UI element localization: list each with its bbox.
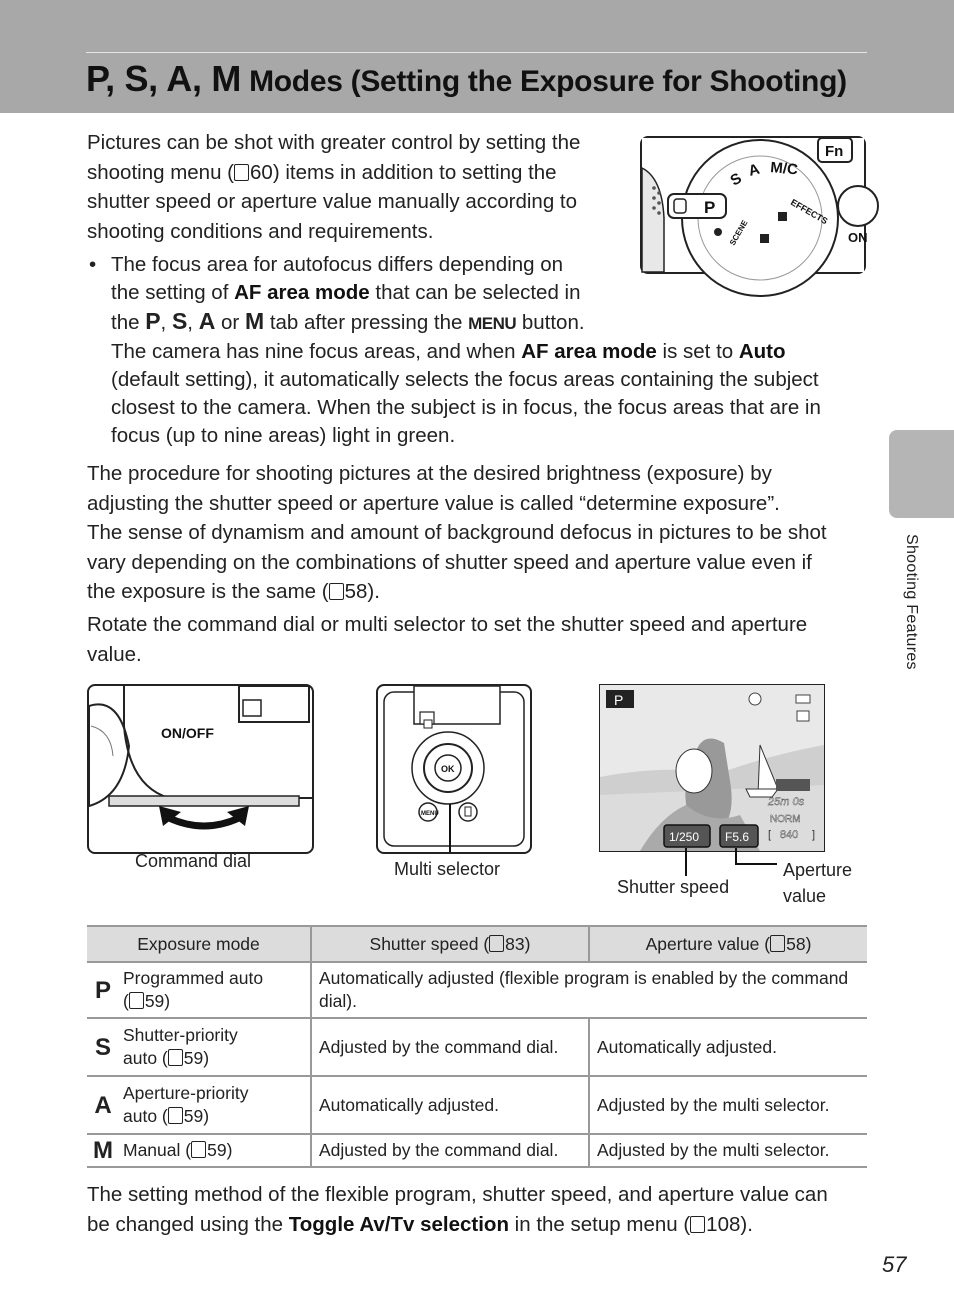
- svg-text:A: A: [746, 160, 762, 180]
- lcd-time: 25m 0s: [768, 796, 805, 808]
- command-dial-caption: Command dial: [135, 851, 252, 871]
- book-ref-icon: [129, 992, 144, 1009]
- book-ref-icon: [168, 1107, 183, 1124]
- mode-s-icon: S: [171, 308, 188, 334]
- aperture-cell: Automatically adjusted.: [589, 1018, 867, 1076]
- lcd-count: 840: [780, 829, 799, 841]
- intro-line: shooting conditions and requirements.: [87, 219, 434, 243]
- table-row: [87, 1018, 867, 1076]
- menu-button-icon: MENU: [468, 314, 517, 333]
- dial-fn: Fn: [825, 143, 844, 160]
- exposure-paragraph: The procedure for shooting pictures at the desired brightness (exposure) by adjusting the shutter speed or aperture value is called “determine exposure”. The sense of dynamism and amount of background defocus in pictures to be shot vary depending on the combinations of shutter speed and aperture value even if the exposure is the same (□ 58).: [87, 459, 877, 607]
- svg-text:M/C: M/C: [769, 159, 799, 179]
- chapter-side-tab: [889, 430, 954, 518]
- onoff-label: ON/OFF: [161, 725, 214, 741]
- aperture-value-caption: Aperture value: [783, 860, 853, 906]
- header-exposure-mode: Exposure mode: [87, 926, 311, 962]
- shutter-cell: Automatically adjusted.: [311, 1076, 589, 1134]
- ok-button-label: OK: [441, 764, 455, 774]
- mode-m-icon: M: [244, 308, 265, 334]
- table-row: [87, 962, 867, 1018]
- exposure-mode-table: [87, 925, 867, 1168]
- mode-p-icon: P: [87, 962, 119, 1018]
- mode-p-icon: P: [145, 308, 161, 334]
- menu-button-label: MENU: [421, 811, 439, 817]
- dial-mode-p: P: [704, 198, 716, 217]
- multi-selector-caption: Multi selector: [394, 859, 501, 879]
- svg-text:[: [: [768, 829, 772, 841]
- header-rule: [86, 52, 867, 53]
- mode-name: Aperture-priority auto (□ 59): [119, 1076, 311, 1134]
- mode-s-icon: S: [87, 1018, 119, 1076]
- toggle-paragraph: The setting method of the flexible program, shutter speed, and aperture value can be changed using the Toggle Av/Tv selection in the setup menu (□ 108).: [87, 1180, 877, 1239]
- mode-m-icon: M: [87, 1134, 119, 1167]
- book-ref-icon: [489, 935, 504, 952]
- mode-name: Programmed auto (□ 59): [119, 962, 311, 1018]
- mode-a-icon: A: [198, 308, 216, 334]
- book-ref-icon: [690, 1216, 705, 1233]
- lcd-screen-illustration: [600, 685, 824, 851]
- book-ref-icon: [234, 164, 249, 181]
- shutter-cell: Adjusted by the command dial.: [311, 1134, 589, 1167]
- table-header-row: [87, 926, 867, 962]
- lcd-aperture-value: F5.6: [725, 830, 750, 844]
- svg-text:]: ]: [812, 829, 816, 841]
- intro-line: shooting menu (□ 60) items in addition to setting the: [87, 158, 617, 188]
- mode-name: Shutter-priority auto (□ 59): [119, 1018, 311, 1076]
- lcd-mode: P: [614, 692, 624, 708]
- book-ref-icon: [329, 583, 344, 600]
- svg-text:SCENE: SCENE: [727, 218, 750, 247]
- bullet-text: The focus area for autofocus differs depending on the setting of AF area mode that can be selected in the P, S, A or M tab after pressing the MENU button. The camera has nine focus areas, and when AF area mode is set to Auto (default setting), it automatically selects the focus areas containing the subject closest to the camera. When the subject is in focus, the focus areas that are in focus (up to nine areas) light in green.: [111, 253, 821, 447]
- dial-on: ON: [848, 230, 868, 245]
- mode-symbols: P, S, A, M: [86, 58, 242, 99]
- intro-line: Pictures can be shot with greater control by setting the: [87, 131, 581, 154]
- mode-a-icon: A: [87, 1076, 119, 1134]
- page-number: 57: [882, 1252, 907, 1277]
- bullet-marker: •: [89, 253, 97, 276]
- book-ref-icon: [168, 1049, 183, 1066]
- chapter-label: Shooting Features: [903, 534, 920, 670]
- mode-name: Manual (□ 59): [119, 1134, 311, 1167]
- shutter-speed-caption: Shutter speed: [617, 877, 730, 897]
- command-dial-figure: [87, 684, 314, 854]
- rotate-paragraph: Rotate the command dial or multi selector to set the shutter speed and aperture value.: [87, 613, 808, 666]
- page-title: [86, 58, 847, 100]
- header-shutter-speed: Shutter speed (□ 83): [311, 926, 589, 962]
- table-row: [87, 1134, 867, 1167]
- book-ref-icon: [191, 1141, 206, 1158]
- shutter-cell: Adjusted by the command dial.: [311, 1018, 589, 1076]
- table-row: [87, 1076, 867, 1134]
- multi-selector-figure: [376, 684, 532, 854]
- multi-selector-illustration: [378, 686, 530, 852]
- lcd-shutter-value: 1/250: [669, 830, 700, 844]
- intro-line: shutter speed or aperture value manually according to: [87, 190, 578, 213]
- svg-text:EFFECTS: EFFECTS: [789, 197, 830, 227]
- title-text: Modes (Setting the Exposure for Shooting): [249, 65, 847, 98]
- aperture-cell: Adjusted by the multi selector.: [589, 1076, 867, 1134]
- aperture-cell: Adjusted by the multi selector.: [589, 1134, 867, 1167]
- lcd-norm: NORM: [770, 814, 801, 825]
- header-aperture-value: Aperture value (□ 58): [589, 926, 867, 962]
- lcd-screen-figure: [599, 684, 825, 852]
- intro-paragraph: [87, 128, 617, 246]
- merged-cell: Automatically adjusted (flexible program is enabled by the command dial).: [311, 962, 867, 1018]
- svg-text:S: S: [727, 169, 745, 190]
- command-dial-illustration: [89, 686, 312, 852]
- book-ref-icon: [770, 935, 785, 952]
